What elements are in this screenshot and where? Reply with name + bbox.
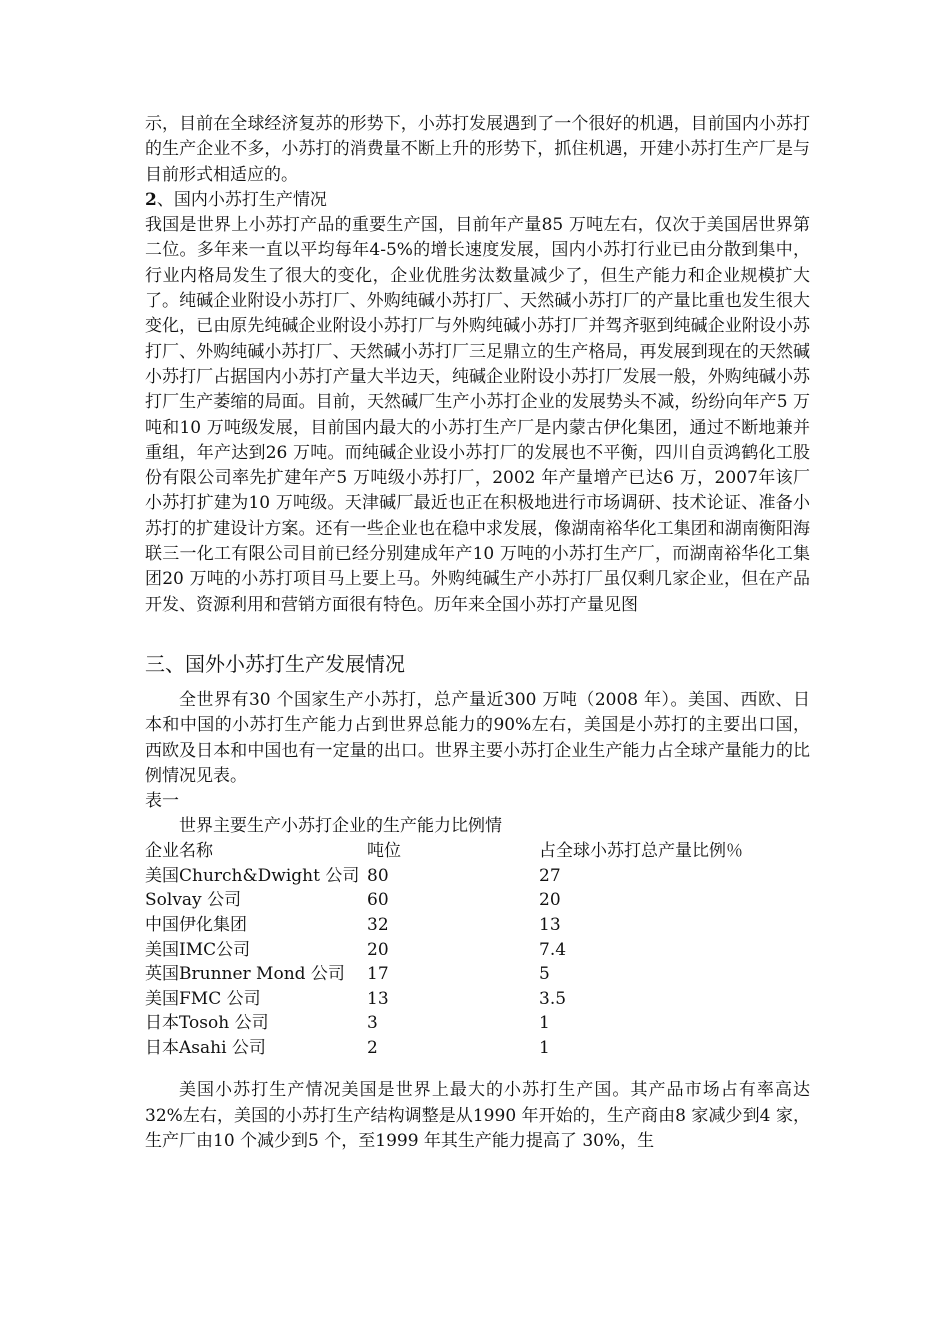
table-row [145,864,743,889]
tonnage-cell: 32 [367,914,389,935]
company-cell: 美国IMC公司 [145,939,251,960]
share-cell: 5 [539,964,550,985]
company-cell: Solvay 公司 [145,890,242,911]
company-cell: 中国伊化集团 [145,914,247,935]
company-cell: 日本Tosoh 公司 [145,1013,269,1034]
share-cell: 3.5 [539,988,567,1009]
tonnage-cell: 20 [367,939,389,960]
table-row [145,1011,743,1036]
intro-paragraph: 示，目前在全球经济复苏的形势下，小苏打发展遇到了一个很好的机遇，目前国内小苏打的生产企业不多，小苏打的消费量不断上升的形势下，抓住机遇，开建小苏打生产厂是与目前形式相适应的。 [145,114,810,185]
section-3-heading: 三、国外小苏打生产发展情况 [145,651,405,676]
spacer [145,1060,810,1078]
table-label: 表一 [145,791,179,812]
tonnage-cell: 17 [367,964,389,985]
share-cell: 7.4 [539,939,567,960]
section-2-title: 、国内小苏打生产情况 [156,189,327,210]
company-cell: 美国FMC 公司 [145,988,261,1009]
tonnage-cell: 80 [367,865,389,886]
share-cell: 27 [539,865,561,886]
document-page [145,112,810,1154]
table-row [145,913,743,938]
share-cell: 13 [539,914,561,935]
table-title: 世界主要生产小苏打企业的生产能力比例情 [179,816,502,837]
share-cell: 20 [539,890,561,911]
table-row [145,962,743,987]
header-share: 占全球小苏打总产量比例％ [539,841,743,862]
table-row [145,938,743,963]
tonnage-cell: 13 [367,988,389,1009]
table-row [145,987,743,1012]
table-header-row [145,839,743,864]
company-cell: 日本Asahi 公司 [145,1037,266,1058]
share-cell: 1 [539,1013,550,1034]
tonnage-cell: 3 [367,1013,378,1034]
table-row [145,888,743,913]
section-2-number: 2 [145,189,157,210]
section-3-body: 全世界有30 个国家生产小苏打，总产量近300 万吨（2008 年）。美国、西欧、日本和中国的小苏打生产能力占到世界总能力的90%左右，美国是小苏打的主要出口国，西欧及日本和中国也有一定量的出口。世界主要小苏打企业生产能力占全球产量能力的比例情况见表。 [145,689,810,786]
header-tonnage: 吨位 [367,841,401,862]
tonnage-cell: 60 [367,890,389,911]
share-cell: 1 [539,1037,550,1058]
section-2-body: 我国是世界上小苏打产品的重要生产国，目前年产量85 万吨左右，仅次于美国居世界第二位。多年来一直以平均每年4-5%的增长速度发展，国内小苏打行业已由分散到集中，行业内格局发生了很大的变化，企业优胜劣汰数量减少了，但生产能力和企业规模扩大了。纯碱企业附设小苏打厂、外购纯碱小苏打厂、天然碱小苏打厂的产量比重也发生很大变化，已由原先纯碱企业附设小苏打厂与外购纯碱小苏打厂并驾齐驱到纯碱企业附设小苏打厂、外购纯碱小苏打厂、天然碱小苏打厂三足鼎立的生产格局，再发展到现在的天然碱小苏打厂占据国内小苏打产量大半边天，纯碱企业附设小苏打厂发展一般，外购纯碱小苏打厂生产萎缩的局面。目前，天然碱厂生产小苏打企业的发展势头不减，纷纷向年产5 万吨和10 万吨级发展，目前国内最大的小苏打生产厂是内蒙古伊化集团，通过不断地兼并重组，年产达到26 万吨。而纯碱企业设小苏打厂的发展也不平衡，四川自贡鸿鹤化工股份有限公司率先扩建年产5 万吨级小苏打厂，2002 年产量增产已达6 万，2007年该厂小苏打扩建为10 万吨级。天津碱厂最近也正在积极地进行市场调研、技术论证、准备小苏打的扩建设计方案。还有一些企业也在稳中求发展，像湖南裕华化工集团和湖南衡阳海联三一化工有限公司目前已经分别建成年产10 万吨的小苏打生产厂，而湖南裕华化工集团20 万吨的小苏打项目马上要上马。外购纯碱生产小苏打厂虽仅剩几家企业，但在产品开发、资源利用和营销方面很有特色。历年来全国小苏打产量见图 [145,215,810,615]
header-company: 企业名称 [145,841,213,862]
tonnage-cell: 2 [367,1037,378,1058]
section-2-heading [145,188,810,213]
capacity-table [145,839,743,1060]
closing-paragraph: 美国小苏打生产情况美国是世界上最大的小苏打生产国。其产品市场占有率高达32%左右，美国的小苏打生产结构调整是从1990 年开始的，生产商由8 家减少到4 家，生产厂由10 个减少到5 个，至1999 年其生产能力提高了 30%，生 [145,1080,810,1152]
company-cell: 美国Church&Dwight 公司 [145,865,360,886]
table-row [145,1036,743,1061]
company-cell: 英国Brunner Mond 公司 [145,964,345,985]
